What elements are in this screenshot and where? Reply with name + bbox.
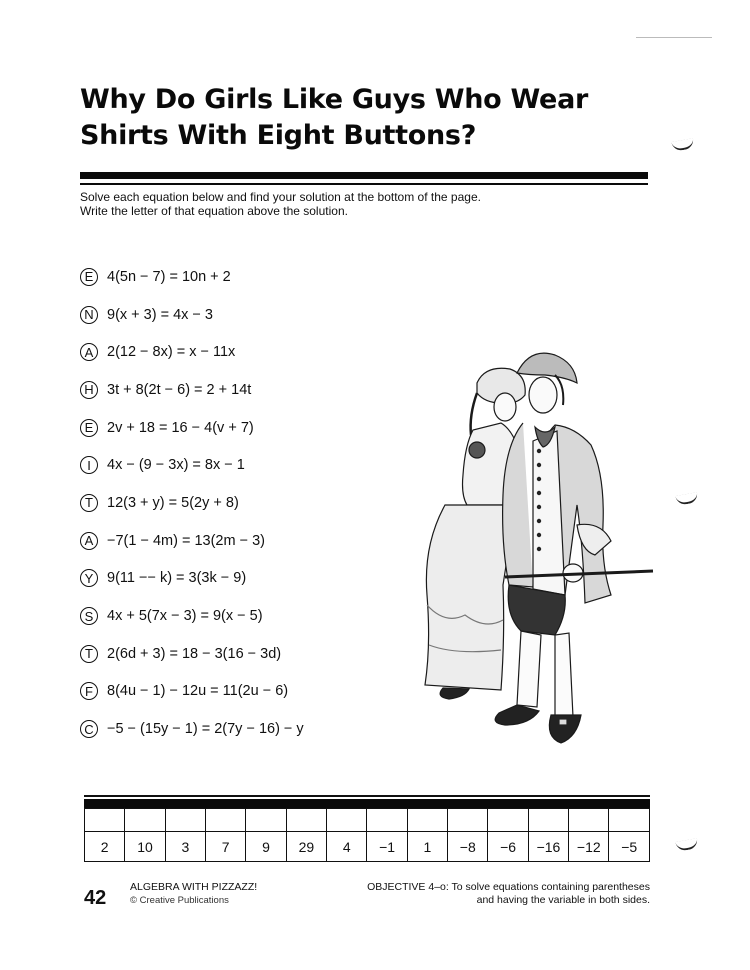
margin-curl-mark [671,138,694,152]
corsage-shape [469,442,485,458]
answer-blank-cell[interactable] [569,809,609,832]
table-rule-thick [84,799,650,808]
letter-badge: A [80,343,98,361]
book-title: ALGEBRA WITH PIZZAZZ! [130,881,258,893]
page-number: 42 [84,887,107,909]
solution-cell: 4 [327,832,367,862]
equation-text: 3t + 8(2t − 6) = 2 + 14t [107,381,252,398]
answer-blank-row [85,809,650,832]
solution-cell: −8 [448,832,488,862]
equation-text: 8(4u − 1) − 12u = 11(2u − 6) [107,683,289,700]
letter-badge: E [80,268,98,286]
equation-item [80,484,400,522]
equation-text: 9(x + 3) = 4x − 3 [107,306,213,323]
equation-text: 4x + 5(7x − 3) = 9(x − 5) [107,608,263,625]
answer-blank-cell[interactable] [327,809,367,832]
answer-table [84,795,650,862]
equation-text: 2(12 − 8x) = x − 11x [107,344,236,361]
equation-text: −5 − (15y − 1) = 2(7y − 16) − y [107,721,304,738]
equation-text: −7(1 − 4m) = 13(2m − 3) [107,532,265,549]
margin-curl-mark [675,838,698,852]
letter-badge: T [80,645,98,663]
equation-text: 12(3 + y) = 5(2y + 8) [107,494,239,511]
solution-cell: 2 [85,832,125,862]
equation-text: 2v + 18 = 16 − 4(v + 7) [107,419,254,436]
equation-item [80,522,400,560]
equation-item [80,296,400,334]
letter-badge: I [80,456,98,474]
equation-item [80,333,400,371]
equation-item [80,673,400,711]
margin-curl-mark [675,492,698,506]
objective-text [330,881,650,907]
letter-badge: Y [80,569,98,587]
equation-text: 9(11 −− k) = 3(3k − 9) [107,570,247,587]
answer-blank-cell[interactable] [488,809,528,832]
answer-blank-cell[interactable] [367,809,407,832]
answer-blank-cell[interactable] [165,809,205,832]
letter-badge: H [80,381,98,399]
solution-cell: −6 [488,832,528,862]
answer-blank-cell[interactable] [286,809,326,832]
table-rule-thin [84,795,650,797]
instructions [80,190,640,218]
solution-cell: 9 [246,832,286,862]
answer-blank-cell[interactable] [528,809,568,832]
answer-blank-cell[interactable] [448,809,488,832]
solution-cell: −12 [569,832,609,862]
equation-item [80,597,400,635]
equation-item [80,635,400,673]
couple-illustration [405,345,655,750]
instructions-line-1: Solve each equation below and find your solution at the bottom of the page. [80,190,481,204]
solution-cell: 29 [286,832,326,862]
solution-cell: −5 [609,832,650,862]
equation-item [80,258,400,296]
answer-blank-cell[interactable] [206,809,246,832]
answer-blank-cell[interactable] [609,809,650,832]
equation-list [80,258,400,748]
solution-cell: −16 [528,832,568,862]
answer-blank-cell[interactable] [407,809,447,832]
letter-badge: S [80,607,98,625]
equation-item [80,560,400,598]
page-title [80,82,640,154]
letter-badge: F [80,682,98,700]
answer-blank-cell[interactable] [246,809,286,832]
equation-text: 4x − (9 − 3x) = 8x − 1 [107,457,245,474]
title-line-2: Shirts With Eight Buttons? [80,120,477,151]
title-rule-thin [80,183,648,185]
scan-mark [636,37,712,38]
equation-item [80,710,400,748]
title-line-1: Why Do Girls Like Guys Who Wear [80,84,588,115]
objective-line-2: and having the variable in both sides. [476,894,650,906]
answer-blank-cell[interactable] [125,809,165,832]
solution-cell: 10 [125,832,165,862]
objective-line-1: OBJECTIVE 4–o: To solve equations containing parentheses [367,881,650,893]
solution-cell: 7 [206,832,246,862]
equation-text: 2(6d + 3) = 18 − 3(16 − 3d) [107,645,282,662]
letter-badge: E [80,419,98,437]
equation-item [80,371,400,409]
equation-text: 4(5n − 7) = 10n + 2 [107,268,231,285]
copyright-notice: © Creative Publications [130,895,229,906]
letter-badge: A [80,532,98,550]
instructions-line-2: Write the letter of that equation above the solution. [80,204,348,218]
solution-cell: 1 [407,832,447,862]
answer-blank-cell[interactable] [85,809,125,832]
equation-item [80,409,400,447]
title-rule-thick [80,172,648,179]
letter-badge: N [80,306,98,324]
letter-badge: T [80,494,98,512]
solution-cell: −1 [367,832,407,862]
solution-cell: 3 [165,832,205,862]
solution-row [85,832,650,862]
equation-item [80,446,400,484]
letter-badge: C [80,720,98,738]
